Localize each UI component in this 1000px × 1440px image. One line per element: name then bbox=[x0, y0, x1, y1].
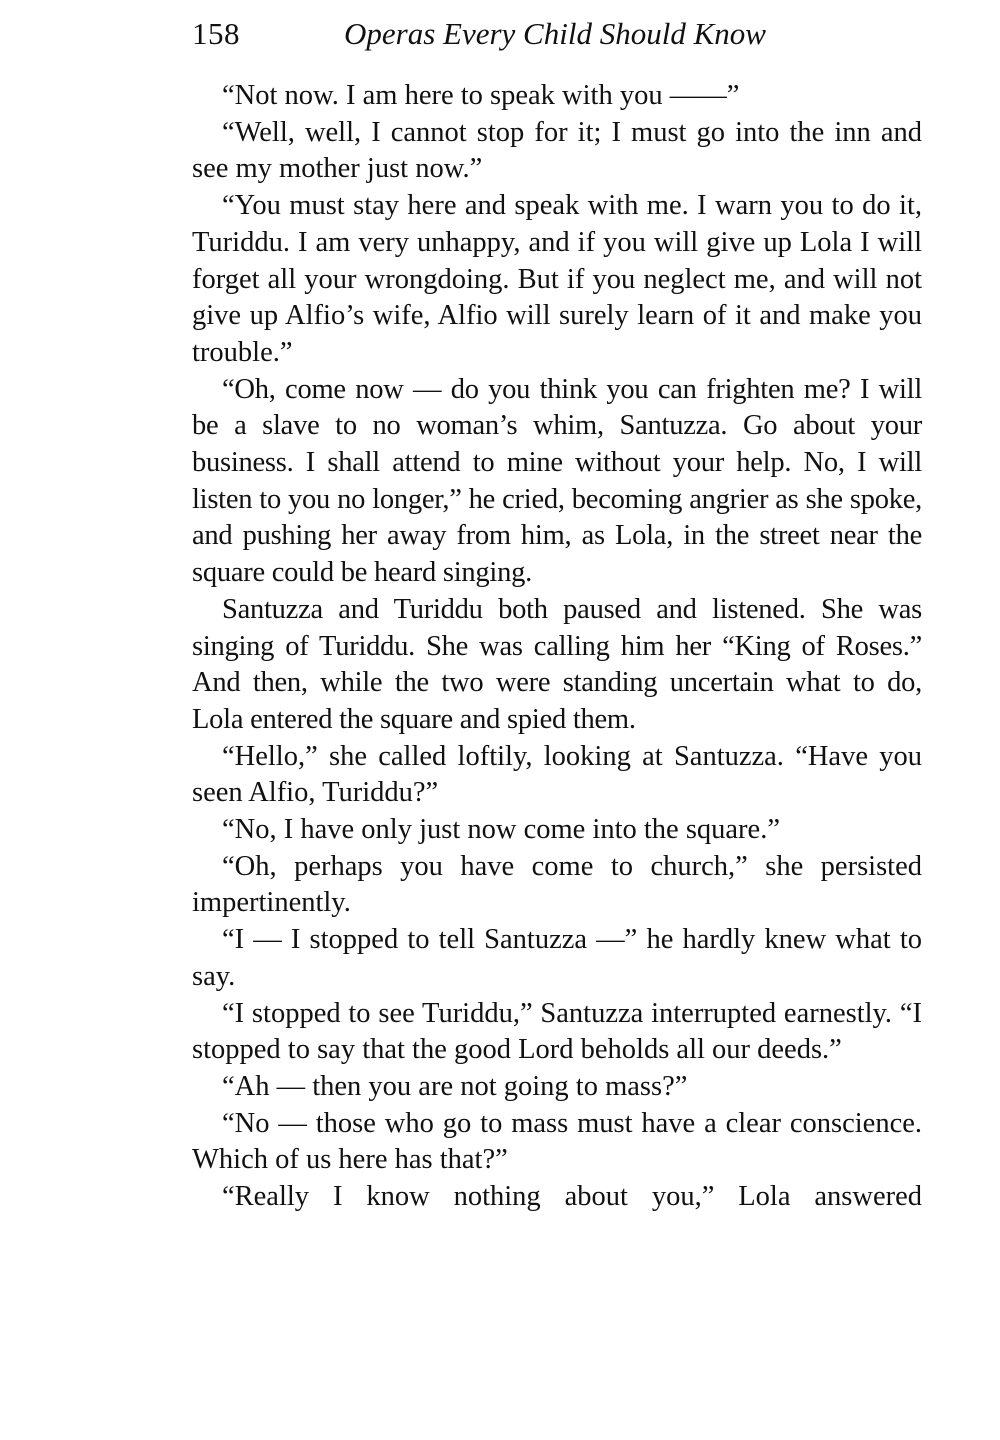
paragraph: “Hello,” she called loftily, looking at Santuzza. “Have you seen Alfio, Turiddu?” bbox=[192, 740, 922, 809]
paragraph: “Well, well, I cannot stop for it; I must go into the inn and see my mother just now.” bbox=[192, 116, 922, 185]
running-title: Operas Every Child Should Know bbox=[344, 16, 766, 51]
paragraph: “Oh, come now — do you think you can frighten me? I will be a slave to no woman’s whim, Santuzza. Go about your business. I shall attend to mine without your help. No, I will listen to you no longer,” he cried, becoming angrier as she spoke, and pushing her away from him, as Lola, in the street near the square could be heard singing. bbox=[192, 373, 922, 589]
page-number: 158 bbox=[192, 16, 240, 51]
paragraph: “No — those who go to mass must have a clear conscience. Which of us here has that?” bbox=[192, 1107, 922, 1176]
body-text bbox=[192, 78, 922, 1216]
paragraph: “I — I stopped to tell Santuzza —” he hardly knew what to say. bbox=[192, 924, 922, 992]
running-head bbox=[192, 14, 922, 58]
paragraph: “No, I have only just now come into the square.” bbox=[222, 814, 780, 846]
paragraph: “Oh, perhaps you have come to church,” she persisted impertinently. bbox=[192, 850, 922, 919]
paragraph: “Not now. I am here to speak with you ——” bbox=[222, 80, 740, 111]
paragraph: “You must stay here and speak with me. I warn you to do it, Turiddu. I am very unhappy, and if you will give up Lola I will forget all your wrongdoing. But if you neglect me, and will not give up Alfio’s wife, Alfio will surely learn of it and make you trouble.” bbox=[192, 190, 922, 368]
paragraph: “Ah — then you are not going to mass?” bbox=[222, 1070, 688, 1102]
paragraph: “Really I know nothing about you,” Lola answered bbox=[222, 1181, 922, 1213]
paragraph: “I stopped to see Turiddu,” Santuzza interrupted earnestly. “I stopped to say that the good Lord beholds all our deeds.” bbox=[192, 997, 922, 1066]
paragraph: Santuzza and Turiddu both paused and listened. She was singing of Turiddu. She was calling him her “King of Roses.” And then, while the two were standing uncertain what to do, Lola entered the square and spied them. bbox=[192, 593, 922, 735]
